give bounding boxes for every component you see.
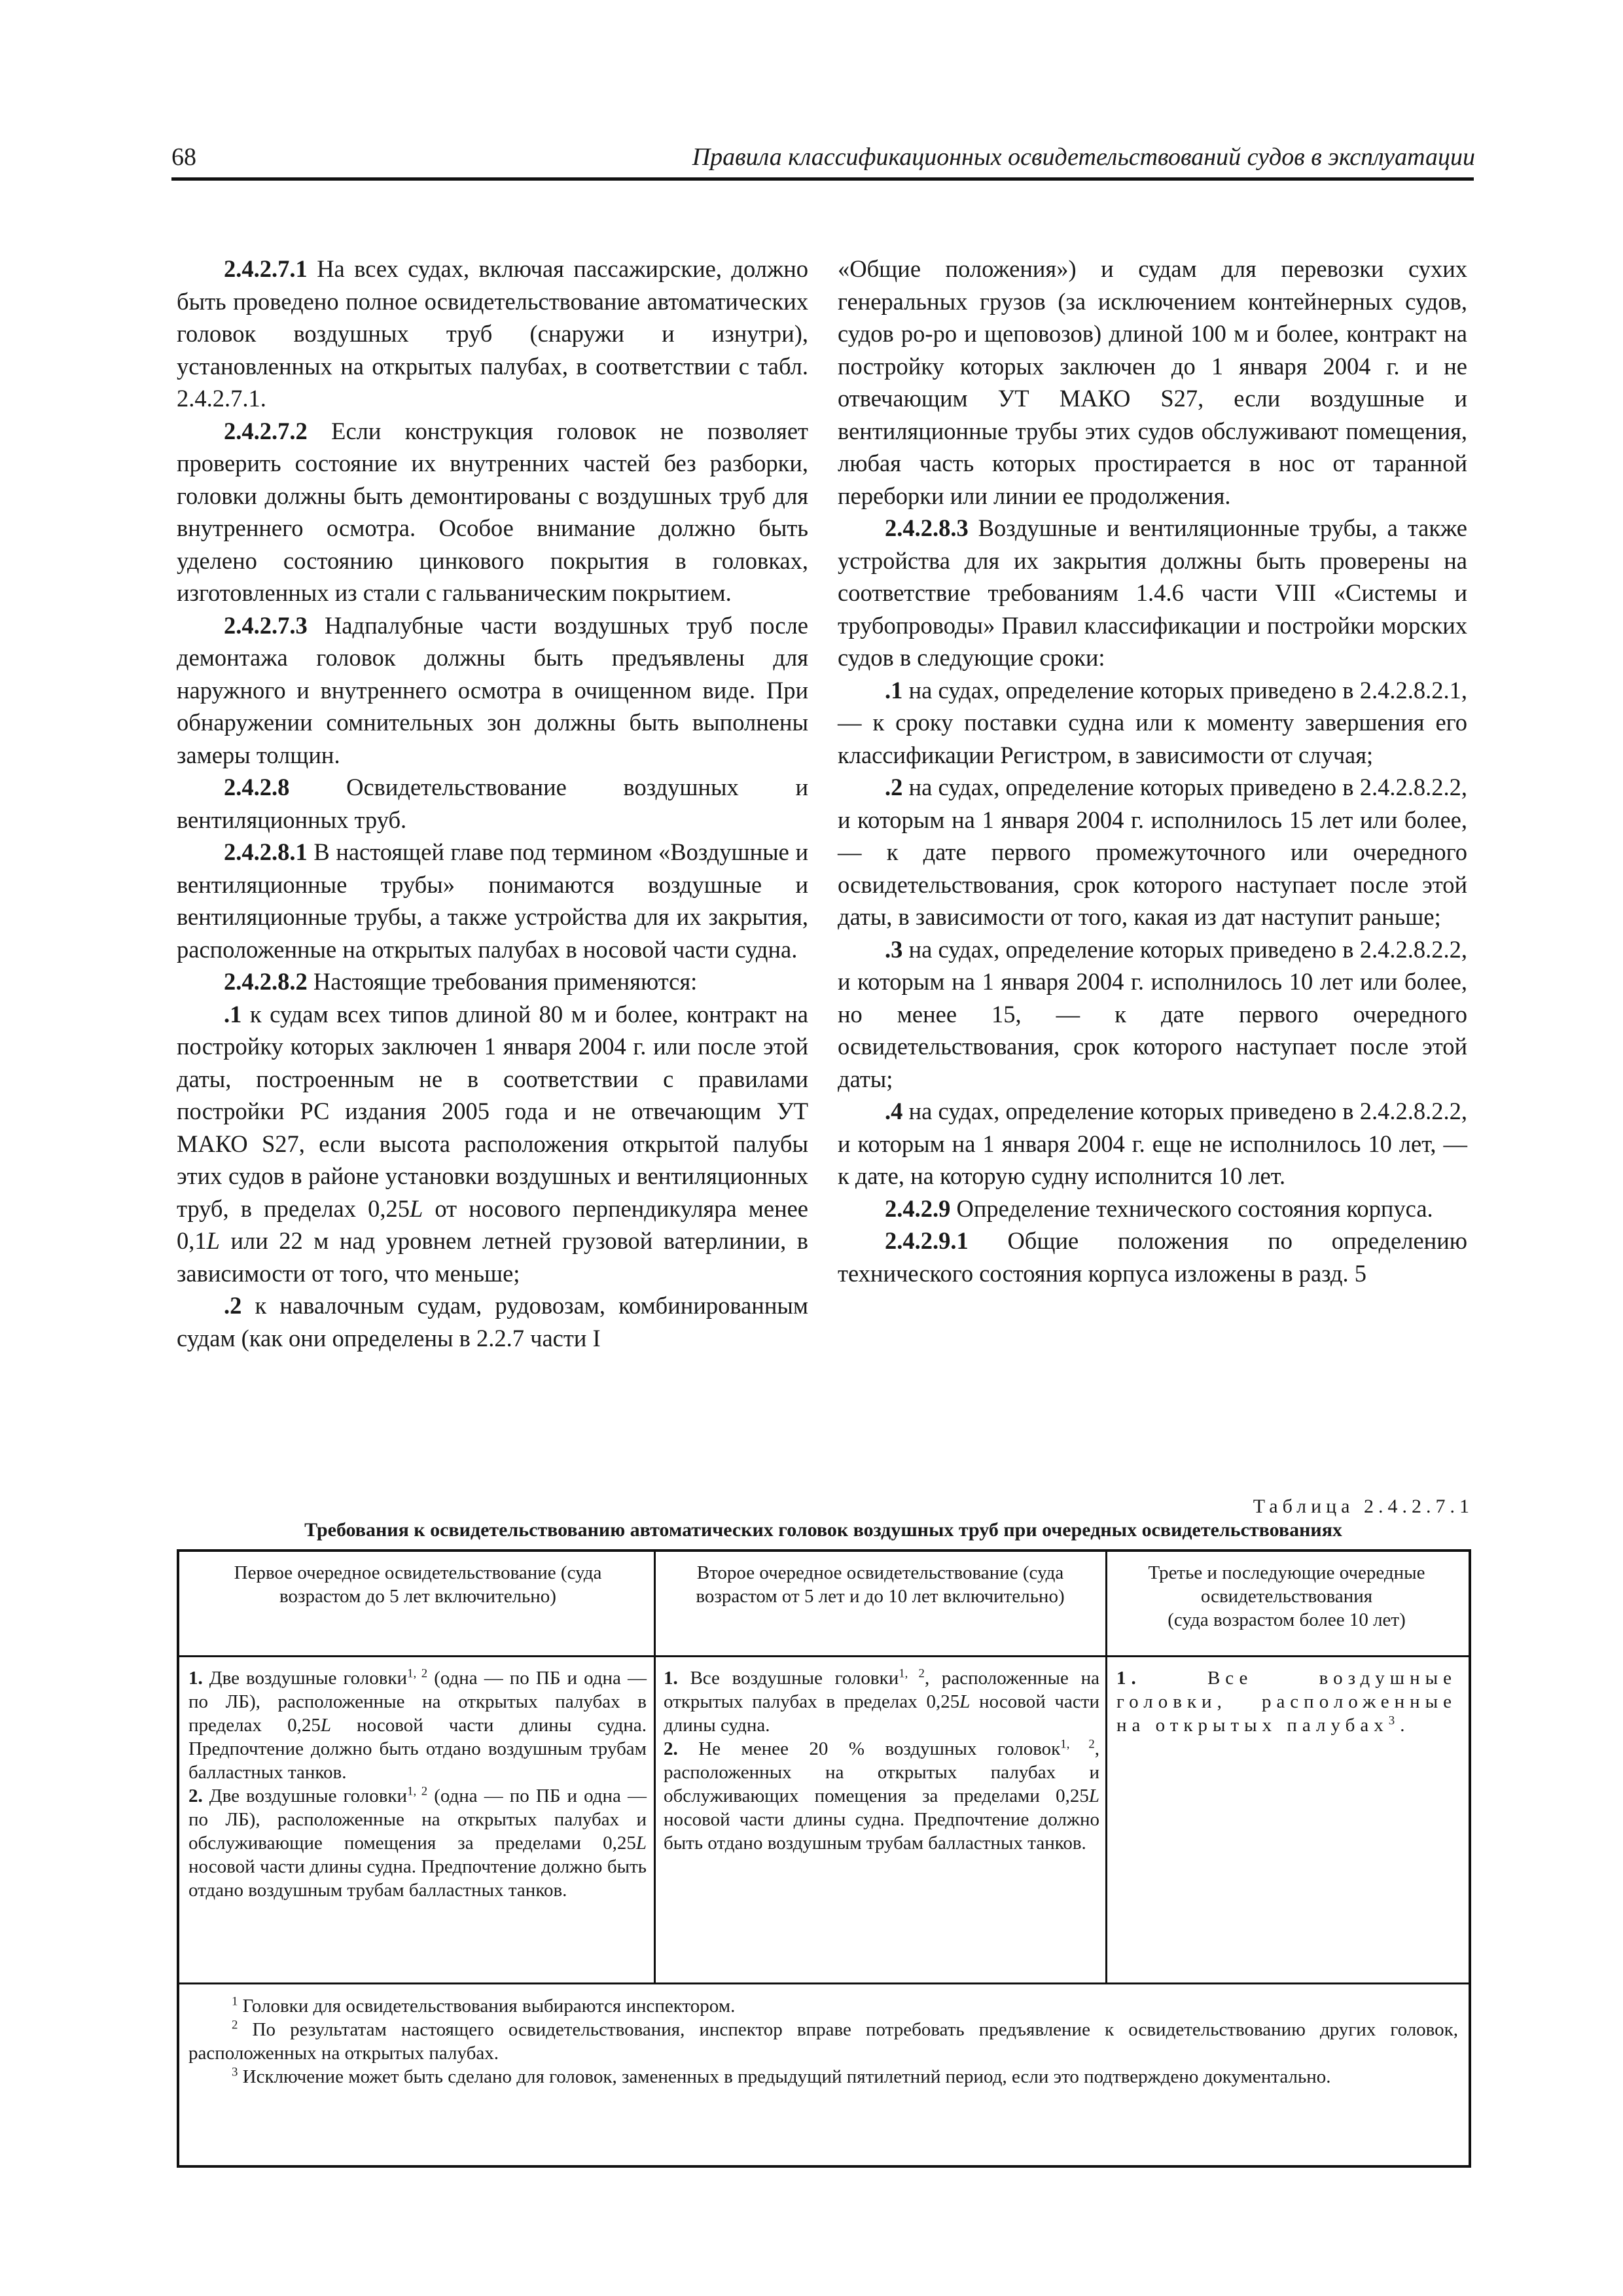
paragraph-2-4-2-9: [838, 1193, 1467, 1225]
list-item-3: [838, 933, 1467, 1096]
paragraph-2-4-2-8: [177, 771, 808, 836]
table-footnotes: [188, 1994, 1458, 2089]
header-text: Второе очередное освидетельствование (суда возрастом от 5 лет и до 10 лет включительно): [696, 1562, 1065, 1607]
item-number: .2: [224, 1292, 242, 1319]
header-text: Третье и последующие очередные освидетельствования: [1148, 1562, 1425, 1607]
cell-text: Две воздушные головки: [202, 1785, 408, 1806]
section-number: 2.4.2.7.2: [224, 417, 308, 444]
item-number: 2.: [664, 1738, 678, 1759]
symbol-L: L: [959, 1691, 971, 1712]
header-divider: [179, 1655, 1469, 1657]
cell-text: Не менее 20 % воздушных головок: [677, 1738, 1061, 1759]
section-number: 2.4.2.8: [224, 774, 290, 800]
cell-text: Две воздушные головки: [202, 1668, 408, 1689]
left-column: [177, 253, 808, 1354]
item-number: 1.: [1116, 1668, 1141, 1689]
paragraph-text: на судах, определение которых приведено в 2.4.2.8.2.2, и которым на 1 января 2004 г. исполнилось 15 лет или более, — к дате первого промежуточного или очередного освидетельствования, срок которого наступает после этой даты, в зависимости от того, какая из дат наступит раньше;: [838, 774, 1467, 930]
paragraph-text: В настоящей главе под термином «Воздушные и вентиляционные трубы» понимаются воздушные и вентиляционные трубы, а также устройства для их закрытия, расположенные на открытых палубах в носовой части судна.: [177, 838, 808, 963]
symbol-L: L: [409, 1194, 423, 1222]
list-item-2: [838, 771, 1467, 933]
item-number: 2.: [188, 1785, 203, 1806]
footnote-mark: 3: [232, 2065, 238, 2079]
footnote-text: Головки для освидетельствования выбираются инспектором.: [238, 1996, 736, 2017]
paragraph-2-4-2-8-3: [838, 512, 1467, 674]
table-title: Требования к освидетельствованию автоматических головок воздушных труб при очередных освидетельствованиях: [304, 1519, 1342, 1541]
footnote-text: Исключение может быть сделано для головок, замененных в предыдущий пятилетний период, если это подтверждено документально.: [238, 2066, 1331, 2087]
section-number: 2.4.2.9: [885, 1194, 951, 1222]
header-rule: [171, 177, 1474, 181]
item-number: .3: [885, 935, 903, 963]
symbol-L: L: [206, 1227, 220, 1254]
footnote-ref: 1, 2: [407, 1666, 428, 1681]
paragraph-text: Воздушные и вентиляционные трубы, а также устройства для их закрытия должны быть проверены на соответствие требованиям 1.4.6 части VIII «Системы и трубопроводы» Правил классификации и постройки морских судов в следующие сроки:: [838, 514, 1467, 671]
cell-item: [664, 1666, 1099, 1737]
column-divider: [654, 1552, 656, 1984]
cell-text: носовой части длины судна.: [664, 1691, 1099, 1736]
symbol-L: L: [320, 1715, 332, 1736]
paragraph-text: на судах, определение которых приведено в 2.4.2.8.2.2, и которым на 1 января 2004 г. исполнилось 10 лет или более, но менее 15, — к дате первого очередного освидетельствования, срок которого наступает после этой даты;: [838, 935, 1467, 1092]
paragraph-text: от носового перпендикуляра менее 0,1: [177, 1194, 809, 1254]
column-divider: [1105, 1552, 1107, 1984]
item-number: 1.: [664, 1668, 678, 1689]
footnote-ref: 1, 2: [1060, 1737, 1095, 1751]
list-item-4: [838, 1095, 1467, 1193]
paragraph-2-4-2-7-3: [177, 609, 808, 772]
section-number: 2.4.2.8.1: [224, 838, 308, 865]
cell-text: носовой части длины судна. Предпочтение должно быть отдано воздушным трубам балластных танков.: [664, 1809, 1099, 1854]
paragraph-text: Общие положения по определению технического состояния корпуса изложены в разд. 5: [838, 1227, 1467, 1287]
paragraph-text: Если конструкция головок не позволяет проверить состояние их внутренних частей без разборки, головки должны быть демонтированы с воздушных труб для внутреннего осмотра. Особое внимание должно быть уделено состоянию цинкового покрытия в головках, изготовленных из стали с гальваническим покрытием.: [177, 417, 808, 606]
paragraph-text: к судам всех типов длиной 80 м и более, контракт на постройку которых заключен 1 января 2004 г. или после этой даты, построенным не в соответствии с правилами постройки РС издания 2005 года и не отвечающим УТ МАКО S27, если высота расположения открытой палубы этих судов в районе установки воздушных и вентиляционных труб, в пределах 0,25: [177, 1000, 808, 1222]
section-number: 2.4.2.7.3: [224, 611, 308, 639]
item-number: .4: [885, 1098, 903, 1124]
paragraph-text: Настоящие требования применяются:: [307, 968, 698, 995]
page-header: [171, 143, 1475, 181]
paragraph-text: Освидетельствование воздушных и вентиляционных труб.: [177, 774, 808, 833]
cell-text: , расположенных на открытых палубах и обслуживающих помещения за пределами 0,25: [664, 1738, 1099, 1806]
cell-first-survey: [188, 1666, 647, 1902]
paragraph-text: На всех судах, включая пассажирские, должно быть проведено полное освидетельствование автоматических головок воздушных труб (снаружи и изнутри), установленных на открытых палубах, в соответствии с табл. 2.4.2.7.1.: [177, 255, 808, 412]
header-text: Первое очередное освидетельствование (суда возрастом до 5 лет включительно): [234, 1562, 602, 1607]
footnote: [188, 2018, 1458, 2065]
list-item-1: [177, 998, 808, 1290]
footnote-ref: 3: [1388, 1713, 1400, 1728]
paragraph-2-4-2-8-2: [177, 965, 808, 998]
cell-item: [188, 1666, 647, 1784]
header-cell-first-survey: [194, 1561, 642, 1608]
paragraph-text: на судах, определение которых приведено в 2.4.2.8.2.2, и которым на 1 января 2004 г. еще не исполнилось 10 лет, — к дате, на которую судну исполнится 10 лет.: [838, 1098, 1467, 1189]
paragraph-text: Надпалубные части воздушных труб после демонтажа головок должны быть предъявлены для наружного и внутреннего осмотра в очищенном виде. При обнаружении сомнительных зон должны быть выполнены замеры толщин.: [177, 611, 808, 768]
footnote-text: По результатам настоящего освидетельствования, инспектор вправе потребовать предъявление к освидетельствованию других головок, расположенных на открытых палубах.: [188, 2019, 1458, 2064]
symbol-L: L: [635, 1833, 647, 1854]
footnote: [188, 1994, 1458, 2018]
paragraph-2-4-2-7-1: [177, 253, 808, 415]
cell-item: [664, 1737, 1099, 1855]
running-title: Правила классификационных освидетельствований судов в эксплуатации: [692, 143, 1475, 171]
cell-text: .: [1400, 1715, 1410, 1736]
cell-text: , расположенные на открытых палубах в пределах 0,25: [664, 1668, 1100, 1712]
item-number: .1: [885, 676, 903, 704]
cell-text: (одна — по ПБ и одна — по ЛБ), расположенные на открытых палубах в пределах 0,25: [188, 1668, 647, 1736]
notes-divider: [179, 1982, 1469, 1984]
paragraph-text: Определение технического состояния корпуса.: [950, 1194, 1433, 1222]
table-number: Таблица 2.4.2.7.1: [1253, 1496, 1474, 1517]
header-subtext: (суда возрастом более 10 лет): [1168, 1609, 1406, 1630]
cell-text: Все воздушные головки: [677, 1668, 899, 1689]
page-number: 68: [171, 143, 196, 171]
footnote-ref: 1, 2: [899, 1666, 925, 1681]
cell-text: носовой части длины судна. Предпочтение должно быть отдано воздушным трубам балластных танков.: [188, 1715, 647, 1783]
section-number: 2.4.2.8.2: [224, 968, 308, 995]
header-cell-third-survey: [1116, 1561, 1457, 1632]
requirements-table: [177, 1549, 1471, 2168]
cell-item: [188, 1784, 647, 1902]
footnote-mark: 1: [232, 1994, 238, 2009]
paragraph-2-4-2-9-1: [838, 1225, 1467, 1289]
paragraph-2-4-2-8-1: [177, 836, 808, 965]
list-item-2: [177, 1289, 808, 1354]
item-number: .1: [224, 1000, 242, 1028]
cell-text: Все воздушные головки, расположенные на открытых палубах: [1116, 1668, 1457, 1736]
paragraph-text: «Общие положения») и судам для перевозки сухих генеральных грузов (за исключением контейнерных судов, судов ро-ро и щеповозов) длиной 100 м и более, контракт на постройку которых заключен до 1 января 2004 г. и не отвечающим УТ МАКО S27, если воздушные и вентиляционные трубы этих судов обслуживают помещения, любая часть которых простирается в нос от таранной переборки или линии ее продолжения.: [838, 255, 1467, 509]
cell-text: носовой части длины судна. Предпочтение должно быть отдано воздушным трубам балластных танков.: [188, 1856, 647, 1901]
section-number: 2.4.2.7.1: [224, 255, 308, 282]
section-number: 2.4.2.8.3: [885, 514, 969, 541]
footnote-ref: 1, 2: [407, 1784, 428, 1799]
paragraph-continuation: [838, 253, 1467, 512]
symbol-L: L: [1088, 1785, 1099, 1806]
cell-second-survey: [664, 1666, 1099, 1855]
paragraph-text: или 22 м над уровнем летней грузовой ватерлинии, в зависимости от того, что меньше;: [177, 1227, 808, 1287]
footnote: [188, 2065, 1458, 2089]
paragraph-2-4-2-7-2: [177, 415, 808, 609]
cell-item: [1116, 1666, 1457, 1737]
right-column: [838, 253, 1467, 1289]
section-number: 2.4.2.9.1: [885, 1227, 969, 1254]
item-number: 1.: [188, 1668, 203, 1689]
header-cell-second-survey: [665, 1561, 1096, 1608]
footnote-mark: 2: [232, 2018, 238, 2032]
item-number: .2: [885, 774, 903, 800]
cell-third-survey: [1116, 1666, 1457, 1737]
cell-text: (одна — по ПБ и одна — по ЛБ), расположенные на открытых палубах и обслуживающие помещения за пределами 0,25: [188, 1785, 647, 1854]
paragraph-text: к навалочным судам, рудовозам, комбинированным судам (как они определены в 2.2.7 части I: [177, 1292, 808, 1352]
paragraph-text: на судах, определение которых приведено в 2.4.2.8.2.1, — к сроку поставки судна или к моменту завершения его классификации Регистром, в зависимости от случая;: [838, 676, 1467, 768]
list-item-1: [838, 674, 1467, 772]
